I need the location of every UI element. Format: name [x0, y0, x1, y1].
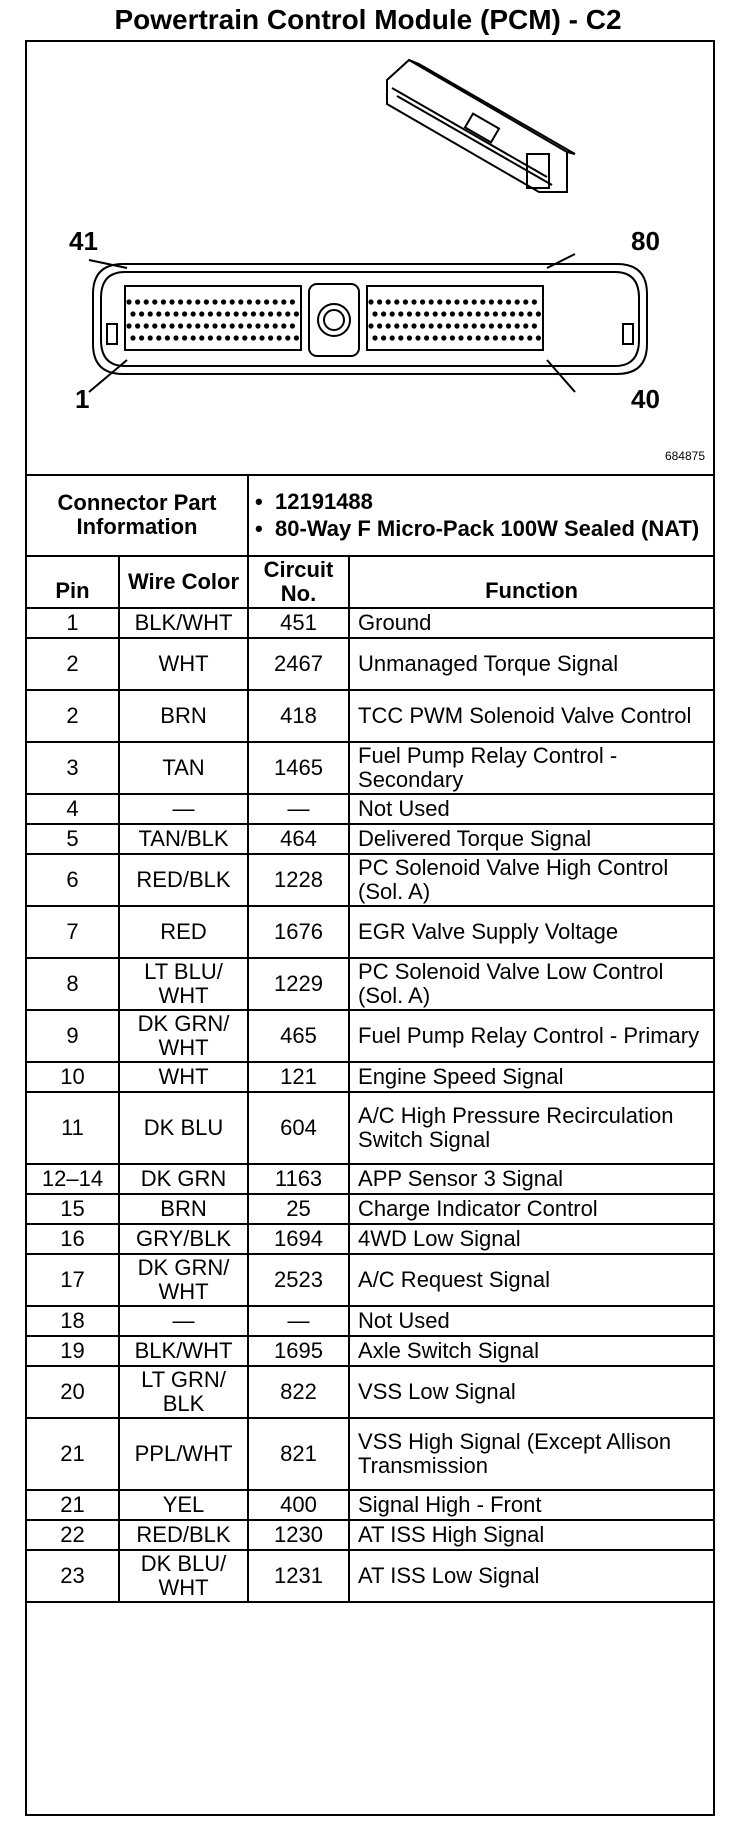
pin-dot: [476, 311, 481, 316]
circuit-cell: 465: [248, 1010, 349, 1062]
pin-dot: [446, 323, 451, 328]
table-row: [27, 1490, 713, 1520]
wire-color-cell: DK BLU/ WHT: [119, 1550, 248, 1602]
pin-dot: [255, 323, 260, 328]
pin-cell: 11: [27, 1092, 119, 1164]
header-circuit-no: Circuit No.: [248, 556, 349, 608]
pinout-table-body: [27, 474, 713, 1602]
pin-dot: [398, 335, 403, 340]
pin-dot: [510, 311, 515, 316]
pin-dot: [458, 335, 463, 340]
pin-dot: [398, 311, 403, 316]
pin-cell: 2: [27, 638, 119, 690]
wire-color-cell: LT BLU/ WHT: [119, 958, 248, 1010]
wire-color-cell: TAN: [119, 742, 248, 794]
circuit-cell: 1228: [248, 854, 349, 906]
pin-dot: [195, 299, 200, 304]
pin-dot: [208, 311, 213, 316]
pin-dot: [368, 323, 373, 328]
table-row: [27, 1224, 713, 1254]
pin-dot: [285, 311, 290, 316]
table-row: [27, 1550, 713, 1602]
pin-dot: [510, 335, 515, 340]
function-cell: A/C High Pressure Recirculation Switch Signal: [349, 1092, 713, 1164]
pin-cell: 18: [27, 1306, 119, 1336]
pin-dot: [273, 323, 278, 328]
table-row: [27, 1520, 713, 1550]
pin-dot: [433, 335, 438, 340]
wire-color-cell: RED/BLK: [119, 1520, 248, 1550]
pin-dot: [394, 299, 399, 304]
function-cell: Fuel Pump Relay Control - Secondary: [349, 742, 713, 794]
pin-dot: [415, 335, 420, 340]
table-row: [27, 742, 713, 794]
circuit-cell: 451: [248, 608, 349, 638]
pin-dot: [178, 299, 183, 304]
function-cell: VSS High Signal (Except Allison Transmission: [349, 1418, 713, 1490]
header-wire-color: Wire Color: [119, 556, 248, 608]
pin-dot: [381, 335, 386, 340]
pin-dot: [255, 299, 260, 304]
connector-sheet: [25, 40, 715, 1816]
pin-dot: [199, 311, 204, 316]
pin-dot: [450, 311, 455, 316]
pin-dot: [519, 335, 524, 340]
pin-dot: [191, 311, 196, 316]
pin-dot: [381, 311, 386, 316]
function-cell: Charge Indicator Control: [349, 1194, 713, 1224]
wire-color-cell: WHT: [119, 638, 248, 690]
pin-cell: 17: [27, 1254, 119, 1306]
pin-dot: [204, 299, 209, 304]
pin-dot: [489, 299, 494, 304]
pin-dot: [225, 335, 230, 340]
pin-dot: [446, 299, 451, 304]
wire-color-cell: LT GRN/ BLK: [119, 1366, 248, 1418]
pin-dot: [135, 299, 140, 304]
pin-dot: [152, 323, 157, 328]
pin-dot: [259, 335, 264, 340]
function-cell: A/C Request Signal: [349, 1254, 713, 1306]
pin-dot: [238, 299, 243, 304]
function-cell: 4WD Low Signal: [349, 1224, 713, 1254]
pin-dot: [290, 299, 295, 304]
pin-cell: 5: [27, 824, 119, 854]
pin-dot: [161, 299, 166, 304]
pin-dot: [467, 311, 472, 316]
page-title: Powertrain Control Module (PCM) - C2: [114, 4, 622, 35]
circuit-cell: 822: [248, 1366, 349, 1418]
pin-dot: [532, 323, 537, 328]
pin-dot: [506, 299, 511, 304]
pin-dot: [285, 335, 290, 340]
table-row: [27, 1092, 713, 1164]
pin-dot: [472, 299, 477, 304]
pin-dot: [536, 311, 541, 316]
circuit-cell: —: [248, 794, 349, 824]
pin-dot: [501, 311, 506, 316]
wire-color-cell: PPL/WHT: [119, 1418, 248, 1490]
table-row: [27, 1418, 713, 1490]
pin-dot: [441, 335, 446, 340]
pin-dot: [247, 299, 252, 304]
pin-label-40: 40: [631, 384, 660, 414]
pin-dot: [277, 311, 282, 316]
pin-dot: [411, 323, 416, 328]
pin-dot: [221, 323, 226, 328]
pin-dot: [390, 311, 395, 316]
pin-dot: [277, 335, 282, 340]
pin-dot: [411, 299, 416, 304]
connector-3d-view: [387, 60, 575, 192]
circuit-cell: 1229: [248, 958, 349, 1010]
pin-cell: 8: [27, 958, 119, 1010]
pin-dot: [407, 335, 412, 340]
pin-dot: [251, 335, 256, 340]
wire-color-cell: YEL: [119, 1490, 248, 1520]
pin-label-1: 1: [75, 384, 90, 414]
pin-dot: [281, 299, 286, 304]
pin-dot: [368, 299, 373, 304]
pin-dot: [429, 299, 434, 304]
pin-cell: 16: [27, 1224, 119, 1254]
pin-dot: [182, 311, 187, 316]
pin-cell: 19: [27, 1336, 119, 1366]
pin-dot: [454, 299, 459, 304]
pin-dot: [407, 311, 412, 316]
function-cell: Engine Speed Signal: [349, 1062, 713, 1092]
table-header-row: [27, 556, 713, 608]
circuit-cell: 2523: [248, 1254, 349, 1306]
pin-dot: [294, 311, 299, 316]
pin-cell: 10: [27, 1062, 119, 1092]
pin-cell: 21: [27, 1490, 119, 1520]
pin-cell: 7: [27, 906, 119, 958]
table-row: [27, 1164, 713, 1194]
pin-cell: 23: [27, 1550, 119, 1602]
pin-dot: [161, 323, 166, 328]
circuit-cell: 1163: [248, 1164, 349, 1194]
circuit-cell: 121: [248, 1062, 349, 1092]
pin-dot: [234, 311, 239, 316]
pin-dot: [221, 299, 226, 304]
pin-dot: [437, 323, 442, 328]
pin-dot: [165, 335, 170, 340]
function-cell: Ground: [349, 608, 713, 638]
pin-label-80: 80: [631, 226, 660, 256]
pin-dot: [532, 299, 537, 304]
wire-color-cell: GRY/BLK: [119, 1224, 248, 1254]
pin-cell: 2: [27, 690, 119, 742]
pin-dot: [273, 299, 278, 304]
pin-dot: [394, 323, 399, 328]
wire-color-cell: TAN/BLK: [119, 824, 248, 854]
pin-dot: [135, 323, 140, 328]
connector-part-number: • 12191488: [255, 489, 707, 514]
circuit-cell: 464: [248, 824, 349, 854]
circuit-cell: 1676: [248, 906, 349, 958]
wire-color-cell: WHT: [119, 1062, 248, 1092]
pin-dot: [493, 311, 498, 316]
pin-dot: [139, 335, 144, 340]
header-function: Function: [349, 556, 713, 608]
connector-info-row: [27, 474, 713, 556]
table-row: [27, 1366, 713, 1418]
pin-dot: [173, 311, 178, 316]
pin-dot: [420, 323, 425, 328]
pin-dot: [377, 299, 382, 304]
pin-dot: [458, 311, 463, 316]
pin-dot: [527, 311, 532, 316]
pin-dot: [178, 323, 183, 328]
circuit-cell: 1694: [248, 1224, 349, 1254]
pin-dot: [294, 335, 299, 340]
pin-dot: [515, 299, 520, 304]
table-row: [27, 638, 713, 690]
pin-dot: [403, 299, 408, 304]
table-row: [27, 1254, 713, 1306]
pin-dot: [429, 323, 434, 328]
circuit-cell: 821: [248, 1418, 349, 1490]
pin-dot: [472, 323, 477, 328]
pin-dot: [130, 311, 135, 316]
pin-cell: 1: [27, 608, 119, 638]
pin-dot: [156, 335, 161, 340]
pin-dot: [126, 323, 131, 328]
pin-dot: [148, 311, 153, 316]
pin-dot: [437, 299, 442, 304]
pin-dot: [230, 323, 235, 328]
wire-color-cell: BRN: [119, 1194, 248, 1224]
wire-color-cell: —: [119, 794, 248, 824]
pin-dot: [476, 335, 481, 340]
function-cell: Delivered Torque Signal: [349, 824, 713, 854]
table-row: [27, 854, 713, 906]
pin-dot: [165, 311, 170, 316]
wire-color-cell: DK GRN: [119, 1164, 248, 1194]
pin-dot: [467, 335, 472, 340]
pin-dot: [484, 311, 489, 316]
pin-dot: [372, 311, 377, 316]
pin-dot: [216, 335, 221, 340]
figure-number: 684875: [664, 449, 705, 463]
pin-dot: [208, 335, 213, 340]
pin-dot: [420, 299, 425, 304]
pin-dot: [372, 335, 377, 340]
pin-dot: [441, 311, 446, 316]
wire-color-cell: DK GRN/ WHT: [119, 1010, 248, 1062]
pin-dot: [433, 311, 438, 316]
pin-cell: 15: [27, 1194, 119, 1224]
pin-dot: [493, 335, 498, 340]
pin-dot: [480, 323, 485, 328]
table-row: [27, 1010, 713, 1062]
table-row: [27, 608, 713, 638]
pin-dot: [424, 335, 429, 340]
pin-dot: [216, 311, 221, 316]
pin-dot: [139, 311, 144, 316]
pin-dot: [152, 299, 157, 304]
function-cell: EGR Valve Supply Voltage: [349, 906, 713, 958]
function-cell: AT ISS Low Signal: [349, 1550, 713, 1602]
pin-dot: [126, 299, 131, 304]
pin-dot: [169, 299, 174, 304]
connector-pin-dots: [126, 299, 541, 340]
pin-dot: [230, 299, 235, 304]
header-pin: Pin: [27, 556, 119, 608]
pin-dot: [199, 335, 204, 340]
pin-dot: [242, 311, 247, 316]
function-cell: PC Solenoid Valve Low Control (Sol. A): [349, 958, 713, 1010]
pin-dot: [251, 311, 256, 316]
wire-color-cell: BRN: [119, 690, 248, 742]
circuit-cell: 1465: [248, 742, 349, 794]
connector-illustration: [27, 42, 713, 474]
table-row: [27, 690, 713, 742]
pin-cell: 12–14: [27, 1164, 119, 1194]
pin-dot: [497, 323, 502, 328]
pin-dot: [148, 335, 153, 340]
pin-dot: [144, 299, 149, 304]
pinout-table: [27, 474, 713, 1603]
pin-dot: [247, 323, 252, 328]
pin-cell: 4: [27, 794, 119, 824]
pin-dot: [386, 323, 391, 328]
pin-dot: [268, 335, 273, 340]
pin-dot: [187, 323, 192, 328]
circuit-cell: 418: [248, 690, 349, 742]
pin-dot: [187, 299, 192, 304]
table-row: [27, 1336, 713, 1366]
pin-cell: 21: [27, 1418, 119, 1490]
pin-dot: [377, 323, 382, 328]
wire-color-cell: DK GRN/ WHT: [119, 1254, 248, 1306]
pin-dot: [182, 335, 187, 340]
pin-dot: [403, 323, 408, 328]
table-row: [27, 824, 713, 854]
pin-dot: [191, 335, 196, 340]
pin-dot: [204, 323, 209, 328]
wire-color-cell: DK BLU: [119, 1092, 248, 1164]
pin-dot: [463, 299, 468, 304]
pin-cell: 20: [27, 1366, 119, 1418]
pin-dot: [424, 311, 429, 316]
connector-figure: [27, 42, 713, 476]
pin-cell: 9: [27, 1010, 119, 1062]
pin-dot: [523, 323, 528, 328]
pin-dot: [234, 335, 239, 340]
connector-face-view: [89, 254, 647, 392]
circuit-cell: 604: [248, 1092, 349, 1164]
pin-dot: [501, 335, 506, 340]
function-cell: Axle Switch Signal: [349, 1336, 713, 1366]
function-cell: Fuel Pump Relay Control - Primary: [349, 1010, 713, 1062]
pin-dot: [238, 323, 243, 328]
connector-description: • 80-Way F Micro-Pack 100W Sealed (NAT): [255, 516, 707, 541]
pin-dot: [268, 311, 273, 316]
pin-dot: [212, 323, 217, 328]
pin-dot: [484, 335, 489, 340]
pin-dot: [130, 335, 135, 340]
pin-dot: [386, 299, 391, 304]
function-cell: VSS Low Signal: [349, 1366, 713, 1418]
pin-dot: [536, 335, 541, 340]
pin-dot: [173, 335, 178, 340]
table-row: [27, 1194, 713, 1224]
function-cell: AT ISS High Signal: [349, 1520, 713, 1550]
table-row: [27, 958, 713, 1010]
pin-dot: [489, 323, 494, 328]
function-cell: Unmanaged Torque Signal: [349, 638, 713, 690]
pin-dot: [169, 323, 174, 328]
wire-color-cell: BLK/WHT: [119, 1336, 248, 1366]
pin-dot: [156, 311, 161, 316]
function-cell: APP Sensor 3 Signal: [349, 1164, 713, 1194]
pin-dot: [523, 299, 528, 304]
pin-dot: [259, 311, 264, 316]
function-cell: Not Used: [349, 794, 713, 824]
pin-cell: 3: [27, 742, 119, 794]
pin-dot: [506, 323, 511, 328]
pin-dot: [212, 299, 217, 304]
table-row: [27, 794, 713, 824]
pin-dot: [195, 323, 200, 328]
pin-dot: [264, 323, 269, 328]
pin-dot: [450, 335, 455, 340]
table-row: [27, 1062, 713, 1092]
pin-dot: [390, 335, 395, 340]
pin-dot: [281, 323, 286, 328]
pin-dot: [242, 335, 247, 340]
pin-dot: [290, 323, 295, 328]
pin-cell: 22: [27, 1520, 119, 1550]
function-cell: Not Used: [349, 1306, 713, 1336]
circuit-cell: 2467: [248, 638, 349, 690]
wire-color-cell: BLK/WHT: [119, 608, 248, 638]
pin-dot: [497, 299, 502, 304]
pin-dot: [415, 311, 420, 316]
pin-dot: [463, 323, 468, 328]
wire-color-cell: RED/BLK: [119, 854, 248, 906]
pin-dot: [480, 299, 485, 304]
circuit-cell: 1231: [248, 1550, 349, 1602]
circuit-cell: 25: [248, 1194, 349, 1224]
connector-info-label: Connector Part Information: [27, 474, 248, 556]
pin-dot: [225, 311, 230, 316]
pin-label-41: 41: [69, 226, 98, 256]
circuit-cell: 1230: [248, 1520, 349, 1550]
connector-info-details: [248, 474, 713, 556]
table-row: [27, 906, 713, 958]
pin-dot: [515, 323, 520, 328]
function-cell: PC Solenoid Valve High Control (Sol. A): [349, 854, 713, 906]
pin-cell: 6: [27, 854, 119, 906]
circuit-cell: 400: [248, 1490, 349, 1520]
pin-dot: [527, 335, 532, 340]
pin-dot: [144, 323, 149, 328]
circuit-cell: —: [248, 1306, 349, 1336]
pin-dot: [264, 299, 269, 304]
function-cell: TCC PWM Solenoid Valve Control: [349, 690, 713, 742]
pin-dot: [454, 323, 459, 328]
table-row: [27, 1306, 713, 1336]
circuit-cell: 1695: [248, 1336, 349, 1366]
function-cell: Signal High - Front: [349, 1490, 713, 1520]
wire-color-cell: RED: [119, 906, 248, 958]
pin-dot: [519, 311, 524, 316]
wire-color-cell: —: [119, 1306, 248, 1336]
